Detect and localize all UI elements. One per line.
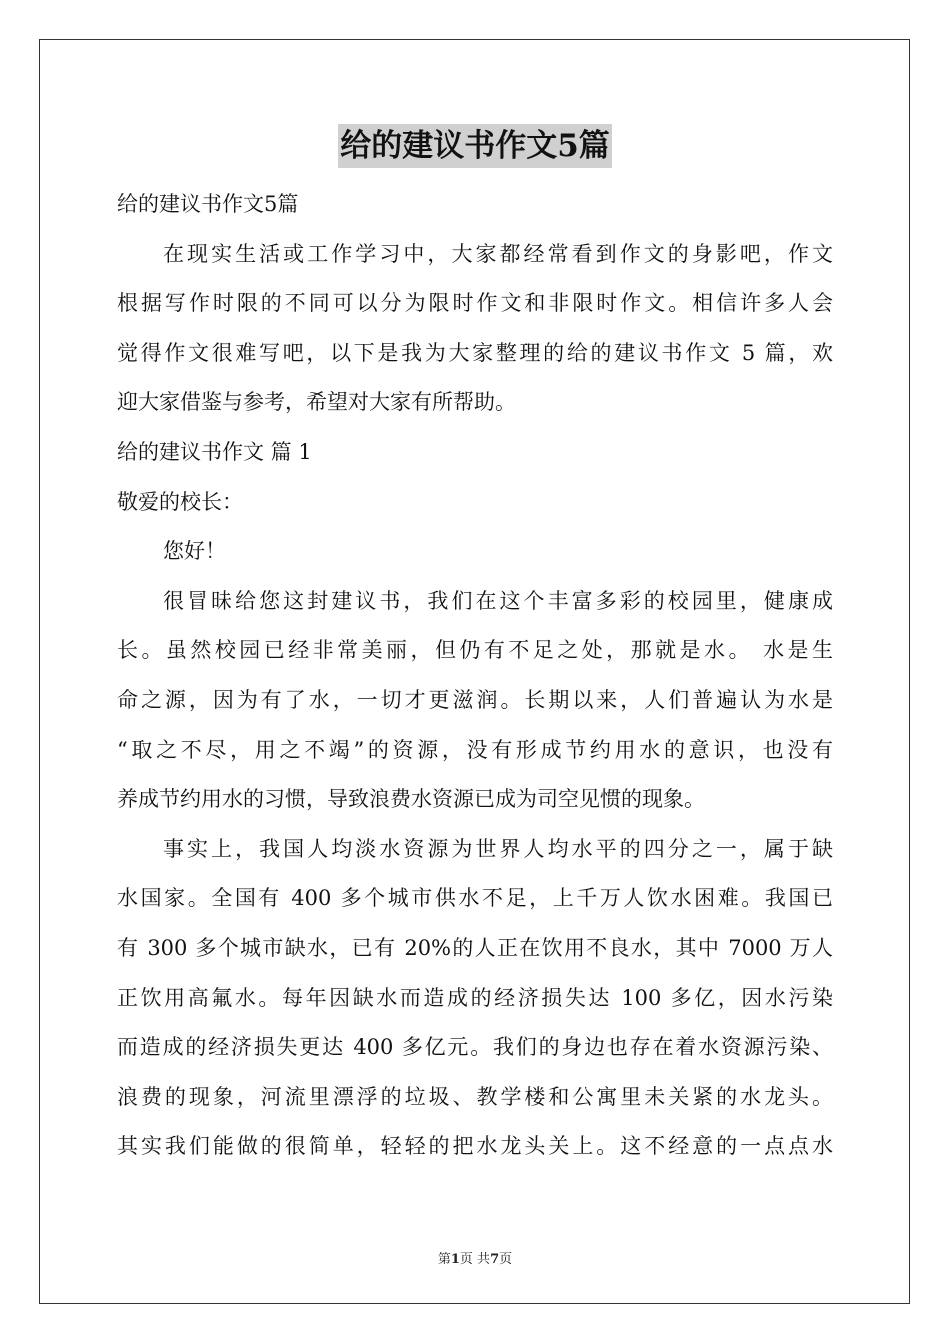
document-body	[117, 180, 833, 1172]
text-line: 觉得作文很难写吧，以下是我为大家整理的给的建议书作文 5 篇，欢	[117, 340, 833, 365]
footer-suffix: 页	[499, 1252, 513, 1267]
text-line: 事实上，我国人均淡水资源为世界人均水平的四分之一，属于缺	[163, 836, 833, 861]
text-line: 其实我们能做的很简单，轻轻的把水龙头关上。这不经意的一点点水	[117, 1134, 833, 1159]
text-line: 给的建议书作文 篇 1	[117, 439, 312, 464]
footer-current-page: 1	[450, 1252, 460, 1267]
text-line: 浪费的现象，河流里漂浮的垃圾、教学楼和公寓里未关紧的水龙头。	[117, 1084, 833, 1109]
footer-middle: 页 共	[459, 1252, 491, 1267]
text-line: 而造成的经济损失更达 400 多亿元。我们的身边也存在着水资源污染、	[117, 1035, 833, 1060]
text-line: 正饮用高氟水。每年因缺水而造成的经济损失达 100 多亿，因水污染	[117, 985, 833, 1010]
text-line: 给的建议书作文5篇	[117, 192, 299, 216]
page-footer	[0, 1248, 950, 1267]
text-line: 有 300 多个城市缺水，已有 20%的人正在饮用不良水，其中 7000 万人	[117, 935, 833, 960]
text-line: 养成节约用水的习惯，导致浪费水资源已成为司空见惯的现象。	[117, 787, 705, 812]
text-line: 敬爱的校长：	[117, 489, 243, 514]
text-line: 迎大家借鉴与参考，希望对大家有所帮助。	[117, 390, 516, 415]
footer-total-pages: 7	[490, 1252, 500, 1267]
text-line: 水国家。全国有 400 多个城市供水不足，上千万人饮水困难。我国已	[117, 886, 833, 911]
text-line: 很冒昧给您这封建议书，我们在这个丰富多彩的校园里，健康成	[163, 588, 833, 613]
document-title	[0, 124, 950, 168]
text-line: 根据写作时限的不同可以分为限时作文和非限时作文。相信许多人会	[117, 291, 833, 316]
footer-prefix: 第	[437, 1252, 451, 1267]
text-line: 长。虽然校园已经非常美丽，但仍有不足之处，那就是水。 水是生	[117, 638, 833, 663]
text-line: 命之源，因为有了水，一切才更滋润。长期以来，人们普遍认为水是	[117, 687, 833, 712]
text-line: 在现实生活或工作学习中，大家都经常看到作文的身影吧，作文	[163, 241, 833, 266]
text-line: 您好！	[163, 539, 226, 564]
document-title-text: 给的建议书作文5篇	[338, 124, 612, 168]
text-line: “取之不尽，用之不竭”的资源，没有形成节约用水的意识，也没有	[117, 737, 833, 762]
